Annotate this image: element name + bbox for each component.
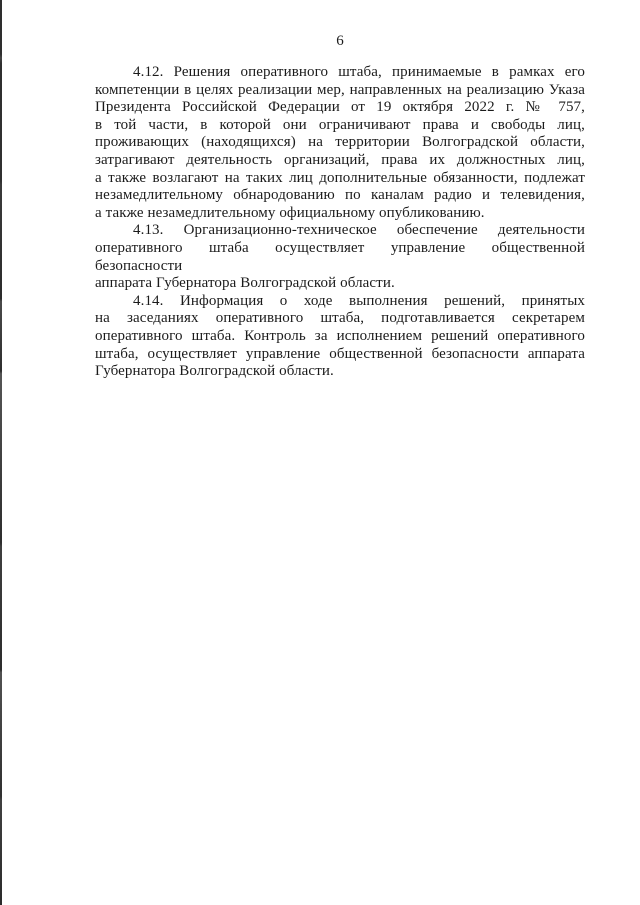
text-line: незамедлительному обнародованию по каналам радио и телевидения, [95,187,585,204]
text-line: штаба, осуществляет управление общественной безопасности аппарата [95,345,585,362]
text-line: оперативного штаба осуществляет управление общественной безопасности [95,239,585,274]
text-line: 4.14. Информация о ходе выполнения решений, принятых [133,292,585,309]
text-line: 4.12. Решения оперативного штаба, принимаемые в рамках его [133,64,585,80]
paragraph [95,293,585,381]
paragraph [95,64,585,222]
text-line: проживающих (находящихся) на территории Волгоградской области, [95,134,585,151]
text-line: на заседаниях оперативного штаба, подготавливается секретарем [95,310,585,327]
text-line: оперативного штаба. Контроль за исполнением решений оперативного [95,327,585,344]
text-line: Президента Российской Федерации от 19 октября 2022 г. № 757, [95,99,585,116]
page-number: 6 [336,33,344,49]
text-line: аппарата Губернатора Волгоградской области. [95,275,395,292]
text-line: Губернатора Волгоградской области. [95,363,334,380]
text-line: в той части, в которой они ограничивают права и свободы лиц, [95,116,585,133]
text-line: 4.13. Организационно-техническое обеспечение деятельности [133,222,585,239]
document-body [95,64,585,381]
text-line: а также незамедлительному официальному опубликованию. [95,204,485,221]
text-line: затрагивают деятельность организаций, права их должностных лиц, [95,151,585,168]
text-line: а также возлагают на таких лиц дополнительные обязанности, подлежат [95,169,585,186]
scan-edge-artifact [0,0,2,905]
text-line: компетенции в целях реализации мер, направленных на реализацию Указа [95,81,585,98]
paragraph [95,222,585,292]
